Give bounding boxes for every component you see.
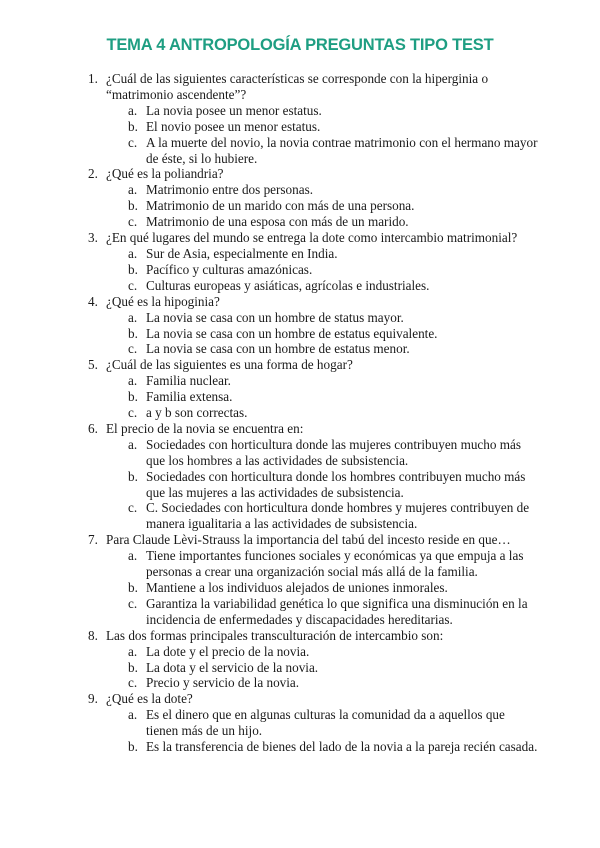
- option-letter: b.: [128, 739, 138, 755]
- answer-option: [128, 660, 538, 676]
- option-letter: c.: [128, 405, 138, 421]
- answer-option: [128, 326, 538, 342]
- option-text: El novio posee un menor estatus.: [146, 118, 321, 134]
- option-letter: c.: [128, 595, 138, 611]
- question-item: [88, 230, 538, 294]
- answer-option: [128, 310, 538, 326]
- option-text: Matrimonio de un marido con más de una persona.: [146, 198, 415, 214]
- answer-option: [128, 580, 538, 596]
- question-item: [88, 294, 538, 358]
- answer-option: [128, 405, 538, 421]
- option-text: Tiene importantes funciones sociales y económicas ya que empuja a las personas a crear una organización social más allá de la familia.: [146, 548, 524, 580]
- question-text: ¿Cuál de las siguientes es una forma de hogar?: [106, 357, 353, 373]
- answer-option: [128, 644, 538, 660]
- option-text: La novia se casa con un hombre de estatus menor.: [146, 341, 410, 357]
- answer-options: [128, 548, 538, 628]
- option-text: La dote y el precio de la novia.: [146, 643, 310, 659]
- answer-option: [128, 437, 538, 469]
- option-letter: b.: [128, 468, 138, 484]
- answer-options: [128, 246, 538, 294]
- option-letter: b.: [128, 389, 138, 405]
- question-number: 2.: [88, 166, 98, 182]
- option-letter: a.: [128, 102, 138, 118]
- answer-options: [128, 310, 538, 358]
- answer-options: [128, 103, 538, 167]
- option-text: C. Sociedades con horticultura donde hombres y mujeres contribuyen de manera igualitaria a las actividades de subsistencia.: [146, 500, 530, 532]
- option-letter: c.: [128, 341, 138, 357]
- option-text: Garantiza la variabilidad genética lo que significa una disminución en la incidencia de enfermedades y discapacidades hereditarias.: [146, 595, 528, 627]
- question-list: [88, 71, 538, 755]
- option-letter: a.: [128, 548, 138, 564]
- answer-option: [128, 675, 538, 691]
- answer-options: [128, 707, 538, 755]
- option-text: Familia extensa.: [146, 389, 233, 405]
- option-text: a y b son correctas.: [146, 405, 248, 421]
- question-number: 4.: [88, 293, 98, 309]
- question-text: ¿Qué es la poliandria?: [106, 166, 224, 182]
- question-text: Las dos formas principales transculturación de intercambio son:: [106, 627, 444, 643]
- option-text: Pacífico y culturas amazónicas.: [146, 261, 313, 277]
- question-item: [88, 532, 538, 627]
- question-item: [88, 166, 538, 230]
- option-text: La dota y el servicio de la novia.: [146, 659, 319, 675]
- answer-option: [128, 341, 538, 357]
- answer-option: [128, 262, 538, 278]
- answer-option: [128, 198, 538, 214]
- question-text: El precio de la novia se encuentra en:: [106, 420, 304, 436]
- answer-options: [128, 644, 538, 692]
- page-title: TEMA 4 ANTROPOLOGÍA PREGUNTAS TIPO TEST: [106, 36, 494, 54]
- option-letter: b.: [128, 261, 138, 277]
- question-number: 8.: [88, 627, 98, 643]
- answer-option: [128, 739, 538, 755]
- option-letter: c.: [128, 214, 138, 230]
- question-number: 1.: [88, 71, 98, 86]
- option-letter: a.: [128, 436, 138, 452]
- option-letter: b.: [128, 118, 138, 134]
- option-text: Sociedades con horticultura donde los hombres contribuyen mucho más que las mujeres a las actividades de subsistencia.: [146, 468, 526, 500]
- option-letter: b.: [128, 325, 138, 341]
- question-text: ¿Qué es la hipoginia?: [106, 293, 220, 309]
- option-letter: a.: [128, 643, 138, 659]
- option-text: La novia se casa con un hombre de estatus equivalente.: [146, 325, 438, 341]
- question-text: ¿Cuál de las siguientes características se corresponde con la hiperginia o “matrimonio ascendente”?: [106, 71, 489, 102]
- question-text: Para Claude Lèvi-Strauss la importancia del tabú del incesto reside en que…: [106, 532, 511, 548]
- answer-option: [128, 389, 538, 405]
- option-text: Matrimonio entre dos personas.: [146, 182, 314, 198]
- option-text: Es la transferencia de bienes del lado de la novia a la pareja recién casada.: [146, 739, 538, 755]
- option-text: A la muerte del novio, la novia contrae matrimonio con el hermano mayor de éste, si lo hubiere.: [146, 134, 538, 166]
- answer-option: [128, 373, 538, 389]
- option-letter: a.: [128, 309, 138, 325]
- answer-option: [128, 278, 538, 294]
- answer-option: [128, 182, 538, 198]
- question-text: ¿Qué es la dote?: [106, 691, 193, 707]
- question-number: 6.: [88, 420, 98, 436]
- answer-option: [128, 548, 538, 580]
- question-number: 9.: [88, 691, 98, 707]
- option-letter: a.: [128, 182, 138, 198]
- option-text: Sur de Asia, especialmente en India.: [146, 245, 338, 261]
- option-text: Sociedades con horticultura donde las mujeres contribuyen mucho más que los hombres a las actividades de subsistencia.: [146, 436, 522, 468]
- question-item: [88, 421, 538, 532]
- answer-option: [128, 500, 538, 532]
- answer-options: [128, 182, 538, 230]
- question-text: ¿En qué lugares del mundo se entrega la dote como intercambio matrimonial?: [106, 230, 518, 246]
- option-letter: b.: [128, 659, 138, 675]
- option-text: La novia se casa con un hombre de status mayor.: [146, 309, 404, 325]
- option-text: Culturas europeas y asiáticas, agrícolas e industriales.: [146, 277, 430, 293]
- option-text: Precio y servicio de la novia.: [146, 675, 300, 691]
- answer-option: [128, 135, 538, 167]
- answer-option: [128, 103, 538, 119]
- answer-options: [128, 437, 538, 532]
- answer-option: [128, 469, 538, 501]
- answer-option: [128, 596, 538, 628]
- answer-option: [128, 119, 538, 135]
- option-letter: a.: [128, 245, 138, 261]
- question-number: 3.: [88, 230, 98, 246]
- option-letter: a.: [128, 707, 138, 723]
- option-letter: a.: [128, 373, 138, 389]
- answer-option: [128, 214, 538, 230]
- answer-option: [128, 246, 538, 262]
- option-text: Mantiene a los individuos alejados de uniones inmorales.: [146, 580, 448, 595]
- option-letter: c.: [128, 134, 138, 150]
- option-text: Familia nuclear.: [146, 373, 231, 389]
- option-letter: c.: [128, 500, 138, 516]
- option-text: Matrimonio de una esposa con más de un marido.: [146, 214, 409, 230]
- option-letter: c.: [128, 277, 138, 293]
- option-letter: b.: [128, 198, 138, 214]
- question-item: [88, 628, 538, 692]
- question-item: [88, 71, 538, 166]
- answer-option: [128, 707, 538, 739]
- question-number: 5.: [88, 357, 98, 373]
- option-letter: b.: [128, 580, 138, 595]
- option-letter: c.: [128, 675, 138, 691]
- option-text: Es el dinero que en algunas culturas la comunidad da a aquellos que tienen más de un hijo.: [146, 707, 505, 739]
- answer-options: [128, 373, 538, 421]
- question-number: 7.: [88, 532, 98, 548]
- question-item: [88, 357, 538, 421]
- option-text: La novia posee un menor estatus.: [146, 102, 322, 118]
- question-item: [88, 691, 538, 755]
